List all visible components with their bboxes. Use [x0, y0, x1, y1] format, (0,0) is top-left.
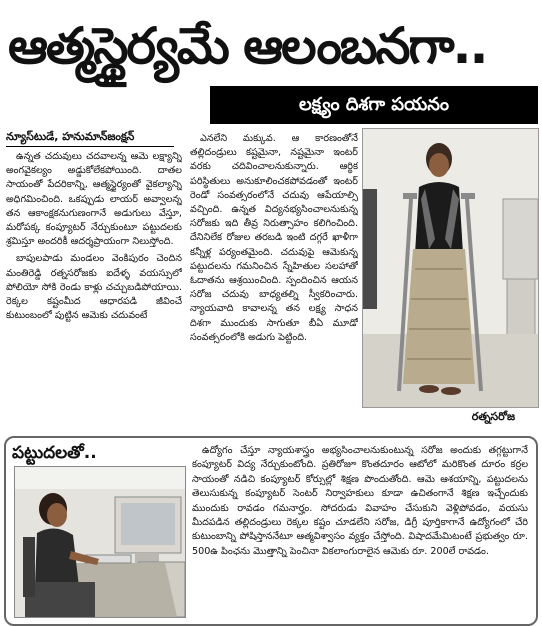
byline-underline — [6, 146, 174, 147]
paragraph: ఉద్యోగం చేస్తూ న్యాయశాస్త్రం అభ్యసించాలనుకుంటున్న సరోజ అందుకు తగ్గట్టుగానే కంప్యూటర్‌ విద్య నేర్చుకుంటోంది. ప్రతిరోజూ కొంతదూరం ఆటోలో మరికొంత దూరం కర్రల సాయంతో నడిచి కంప్యూటర్‌ కోర్సుల్లో శిక్షణ పొందుతోంది. ఆమె ఆశయాన్ని, పట్టుదలను తెలుసుకున్న కంప్యూటర్‌ సెంటర్‌ నిర్వాహకులు కూడా ఉచితంగానే శిక్షణ ఇచ్చేందుకు ముందుకు రావడం గమనార్హం. సోదరుడు వివాహం చేసుకుని వెళ్లిపోవడం, వయసు మీదపడిన తల్లిదండ్రులు రెక్కల కష్టం చూడలేని సరోజ, డిగ్రీ పూర్తికాగానే ఉద్యోగంలో చేరి కుటుంబాన్ని పోషిస్తాననేటూ ఆత్మవిశ్వాసం వ్యక్తం చేస్తోంది. విషాదమేమిటంటే ప్రభుత్వం రూ. 500ఉ పింఛను మొత్తాన్ని పెంచినా వికలాంగురాలైన ఆమెకు రూ. 200లే రావడం. — [192, 445, 528, 557]
paragraph: ఉన్నత చదువులు చదవాలన్న ఆమె లక్ష్యాన్ని అంగవైకల్యం అడ్డుకోలేకపోయింది. దాతల సాయంతో పేదరికాన్ని, ఆత్మస్థైర్యంతో వైకల్యాన్ని అధిగమించింది. ఒకప్పుడు లాయర్‌ అవ్వాలన్న తన ఆకాంక్షకనుగుణంగానే అడుగులు వేస్తూ, మరోపక్క కంప్యూటర్‌ నేర్చుకుంటూ పట్టుదలకు శ్రమిస్తూ అందరికీ ఆదర్శప్రాయంగా నిలుస్తోంది. — [6, 151, 182, 248]
article-column-2 — [190, 132, 358, 438]
article-column-1 — [6, 150, 182, 438]
paragraph: ఎనలేని మక్కువ. ఆ కారణంతోనే తల్లిదండ్రులు కష్టమైనా, నష్టమైనా ఇంటర్‌ వరకు చదివించాలనుకున్నారు. ఆర్థిక పరిస్థితులు అనుకూలించకపోవడంతో ఇంటర్‌ రెండో సంవత్సరంలోనే చదువు ఆపేయాల్సి వచ్చింది. ఉన్నత విద్యనభ్యసించాలనుకున్న సరోజకు ఇది తీవ్ర నిరుత్సాహం కలిగించింది. దేనినిలేక రోజుల తరబడి ఇంటి దగ్గరే ఖాళీగా కన్నీళ్ల పర్యంతమైంది. చదువుపై ఆమెకున్న పట్టుదలను గమనించిన స్నేహితుల సలహాతో ఓదాతను ఆశ్రయించింది. స్పందించిన ఆయన సరోజ చదువు బాధ్యతల్ని స్వీకరించారు. న్యాయవాది కావాలన్న తన లక్ష్య సాధన దిశగా ముందుకు సాగుతూ బీఏ మూడో సంవత్సరంలోకి అడుగు పెట్టింది. — [190, 133, 358, 343]
byline: న్యూస్‌టుడే, హనుమాన్‌జంక్షన్ — [6, 130, 135, 143]
photo-ratnasaroja-computer — [14, 466, 186, 618]
photo-caption: రత్నసరోజ — [471, 410, 515, 423]
subheadline-bar: లక్ష్యం దిశగా పయనం — [210, 86, 538, 124]
headline: ఆత్మస్థైర్యమే ఆలంబనగా.. — [8, 17, 487, 75]
photo-ratnasaroja-crutches — [362, 128, 539, 408]
paragraph: బాపులపాడు మండలం వెంకిపురం చెందిన మంతిరెడ్డి రత్నసరోజకు ఐదేళ్ళ వయస్సులో పోలియో సోకి రెండు కాళ్లు చచ్చుబడిపోయాయి. రెక్కల కష్టంమీద ఆధారపడి జీవించే కుటుంబంలో పుట్టిన ఆమెకు చదువంటే — [6, 253, 182, 322]
sidebar-title: పట్టుదలతో.. — [12, 443, 97, 463]
sidebar-text — [192, 444, 528, 618]
